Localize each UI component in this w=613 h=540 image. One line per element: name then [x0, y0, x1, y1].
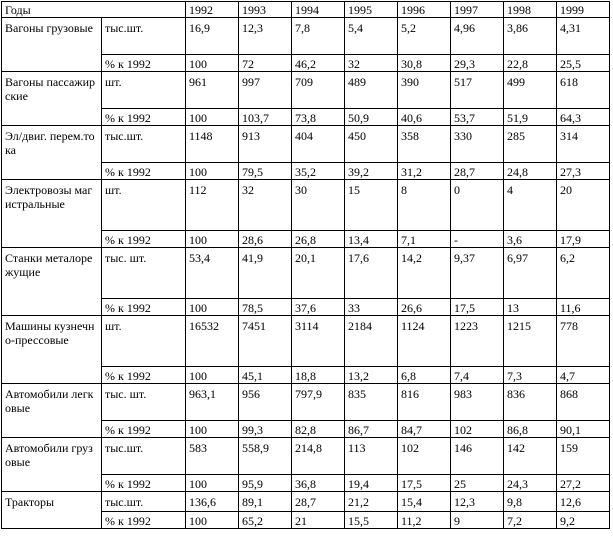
row-percent-label: % к 1992 — [102, 421, 186, 438]
row-name: Автомобили легковые — [2, 384, 102, 438]
row-name: Машины кузнечно-прессовые — [2, 316, 102, 384]
header-year: 1995 — [345, 2, 398, 18]
row-percent-value: 24,8 — [504, 163, 557, 180]
row-unit: тыс. шт. — [102, 384, 186, 421]
row-name: Электровозы магистральные — [2, 180, 102, 248]
table-row — [2, 316, 610, 367]
header-year: 1993 — [239, 2, 292, 18]
row-unit: тыс.шт. — [102, 492, 186, 512]
row-percent-value: 33 — [345, 299, 398, 316]
row-value: 20,1 — [292, 248, 345, 299]
row-value: 146 — [451, 438, 504, 475]
row-value: 390 — [398, 72, 451, 109]
row-name: Станки металорежущие — [2, 248, 102, 316]
row-value: 3114 — [292, 316, 345, 367]
row-value: 1223 — [451, 316, 504, 367]
row-value: 7451 — [239, 316, 292, 367]
row-percent-value: 103,7 — [239, 109, 292, 126]
row-value: 53,4 — [186, 248, 239, 299]
row-percent-value: 73,8 — [292, 109, 345, 126]
row-percent-value: 6,8 — [398, 367, 451, 384]
row-percent-value: 78,5 — [239, 299, 292, 316]
row-percent-value: 90,1 — [557, 421, 610, 438]
row-value: 330 — [451, 126, 504, 163]
table-row — [2, 18, 610, 55]
row-percent-value: 21 — [292, 512, 345, 529]
row-value: 618 — [557, 72, 610, 109]
row-percent-value: 86,8 — [504, 421, 557, 438]
row-value: 6,2 — [557, 248, 610, 299]
row-percent-value: 65,2 — [239, 512, 292, 529]
row-value: 836 — [504, 384, 557, 421]
row-value: 2184 — [345, 316, 398, 367]
row-percent-value: 99,3 — [239, 421, 292, 438]
row-percent-value: 72 — [239, 55, 292, 72]
row-value: 12,6 — [557, 492, 610, 512]
row-value: 9,8 — [504, 492, 557, 512]
row-value: 142 — [504, 438, 557, 475]
row-value: 4,31 — [557, 18, 610, 55]
row-name: Вагоны грузовые — [2, 18, 102, 72]
row-value: 15 — [345, 180, 398, 231]
row-percent-label: % к 1992 — [102, 367, 186, 384]
header-year: 1994 — [292, 2, 345, 18]
row-percent-value: 25 — [451, 475, 504, 492]
row-percent-value: 100 — [186, 299, 239, 316]
row-percent-value: 7,3 — [504, 367, 557, 384]
row-value: 404 — [292, 126, 345, 163]
row-percent-label: % к 1992 — [102, 55, 186, 72]
row-percent-value: 50,9 — [345, 109, 398, 126]
row-percent-value: 79,5 — [239, 163, 292, 180]
row-value: 41,9 — [239, 248, 292, 299]
header-year: 1998 — [504, 2, 557, 18]
row-value: 517 — [451, 72, 504, 109]
row-percent-value: 7,1 — [398, 231, 451, 248]
row-value: 314 — [557, 126, 610, 163]
row-percent-value: 100 — [186, 421, 239, 438]
row-value: 21,2 — [345, 492, 398, 512]
row-value: 4,96 — [451, 18, 504, 55]
table-row — [2, 180, 610, 231]
row-percent-value: - — [451, 231, 504, 248]
row-percent-value: 100 — [186, 163, 239, 180]
row-value: 0 — [451, 180, 504, 231]
header-year: 1996 — [398, 2, 451, 18]
row-value: 28,7 — [292, 492, 345, 512]
row-percent-value: 40,6 — [398, 109, 451, 126]
row-value: 12,3 — [451, 492, 504, 512]
row-percent-value: 100 — [186, 231, 239, 248]
row-value: 709 — [292, 72, 345, 109]
row-value: 983 — [451, 384, 504, 421]
row-percent-value: 100 — [186, 109, 239, 126]
row-percent-label: % к 1992 — [102, 299, 186, 316]
row-value: 1215 — [504, 316, 557, 367]
row-value: 868 — [557, 384, 610, 421]
row-percent-value: 53,7 — [451, 109, 504, 126]
row-percent-value: 29,3 — [451, 55, 504, 72]
row-percent-value: 26,8 — [292, 231, 345, 248]
row-value: 5,4 — [345, 18, 398, 55]
row-value: 9,37 — [451, 248, 504, 299]
row-value: 797,9 — [292, 384, 345, 421]
row-percent-value: 26,6 — [398, 299, 451, 316]
row-percent-value: 19,4 — [345, 475, 398, 492]
row-value: 89,1 — [239, 492, 292, 512]
row-value: 1124 — [398, 316, 451, 367]
table-row — [2, 438, 610, 475]
row-percent-value: 32 — [345, 55, 398, 72]
row-value: 214,8 — [292, 438, 345, 475]
row-value: 285 — [504, 126, 557, 163]
header-year: 1997 — [451, 2, 504, 18]
row-percent-value: 13 — [504, 299, 557, 316]
row-value: 4 — [504, 180, 557, 231]
row-percent-value: 28,7 — [451, 163, 504, 180]
row-unit: тыс. шт. — [102, 248, 186, 299]
row-value: 963,1 — [186, 384, 239, 421]
row-value: 1148 — [186, 126, 239, 163]
row-percent-value: 13,2 — [345, 367, 398, 384]
row-unit: тыс.шт. — [102, 18, 186, 55]
row-percent-value: 37,6 — [292, 299, 345, 316]
production-table — [1, 1, 610, 529]
row-value: 778 — [557, 316, 610, 367]
header-year: 1999 — [557, 2, 610, 18]
row-value: 583 — [186, 438, 239, 475]
row-unit: тыс.шт. — [102, 126, 186, 163]
row-value: 20 — [557, 180, 610, 231]
row-value: 136,6 — [186, 492, 239, 512]
row-value: 12,3 — [239, 18, 292, 55]
row-percent-value: 64,3 — [557, 109, 610, 126]
row-percent-value: 100 — [186, 512, 239, 529]
row-value: 159 — [557, 438, 610, 475]
row-percent-value: 11,2 — [398, 512, 451, 529]
row-value: 16532 — [186, 316, 239, 367]
row-percent-value: 13,4 — [345, 231, 398, 248]
row-percent-value: 3,6 — [504, 231, 557, 248]
row-percent-value: 17,5 — [398, 475, 451, 492]
row-percent-value: 100 — [186, 55, 239, 72]
row-name: Эл/двиг. перем.тока — [2, 126, 102, 180]
row-percent-value: 100 — [186, 367, 239, 384]
row-percent-value: 51,9 — [504, 109, 557, 126]
row-value: 112 — [186, 180, 239, 231]
row-percent-value: 36,8 — [292, 475, 345, 492]
row-percent-value: 95,9 — [239, 475, 292, 492]
row-percent-value: 35,2 — [292, 163, 345, 180]
row-percent-value: 27,3 — [557, 163, 610, 180]
row-unit: шт. — [102, 180, 186, 231]
row-name: Тракторы — [2, 492, 102, 529]
row-percent-value: 24,3 — [504, 475, 557, 492]
row-value: 816 — [398, 384, 451, 421]
row-percent-label: % к 1992 — [102, 163, 186, 180]
row-unit: тыс.шт. — [102, 438, 186, 475]
row-percent-value: 86,7 — [345, 421, 398, 438]
row-value: 3,86 — [504, 18, 557, 55]
row-unit: шт. — [102, 316, 186, 367]
row-percent-value: 17,5 — [451, 299, 504, 316]
row-value: 16,9 — [186, 18, 239, 55]
row-value: 7,8 — [292, 18, 345, 55]
row-percent-value: 100 — [186, 475, 239, 492]
row-percent-value: 22,8 — [504, 55, 557, 72]
row-percent-value: 9,2 — [557, 512, 610, 529]
production-table-wrapper — [1, 1, 610, 529]
row-value: 913 — [239, 126, 292, 163]
table-row — [2, 248, 610, 299]
row-percent-value: 18,8 — [292, 367, 345, 384]
row-value: 997 — [239, 72, 292, 109]
row-percent-value: 9 — [451, 512, 504, 529]
row-unit: шт. — [102, 72, 186, 109]
row-value: 102 — [398, 438, 451, 475]
row-percent-value: 84,7 — [398, 421, 451, 438]
header-row — [2, 2, 610, 18]
row-percent-value: 82,8 — [292, 421, 345, 438]
row-value: 14,2 — [398, 248, 451, 299]
row-value: 32 — [239, 180, 292, 231]
table-row — [2, 492, 610, 512]
row-value: 15,4 — [398, 492, 451, 512]
row-percent-value: 27,2 — [557, 475, 610, 492]
row-percent-value: 7,4 — [451, 367, 504, 384]
row-value: 8 — [398, 180, 451, 231]
row-percent-value: 7,2 — [504, 512, 557, 529]
row-percent-value: 11,6 — [557, 299, 610, 316]
row-value: 30 — [292, 180, 345, 231]
table-row — [2, 126, 610, 163]
row-percent-label: % к 1992 — [102, 512, 186, 529]
header-year: 1992 — [186, 2, 239, 18]
row-percent-value: 102 — [451, 421, 504, 438]
row-value: 450 — [345, 126, 398, 163]
row-name: Автомобили грузовые — [2, 438, 102, 492]
row-percent-value: 25,5 — [557, 55, 610, 72]
row-percent-label: % к 1992 — [102, 109, 186, 126]
row-percent-value: 4,7 — [557, 367, 610, 384]
row-percent-value: 46,2 — [292, 55, 345, 72]
row-value: 835 — [345, 384, 398, 421]
row-percent-value: 17,9 — [557, 231, 610, 248]
row-value: 499 — [504, 72, 557, 109]
row-value: 961 — [186, 72, 239, 109]
row-value: 6,97 — [504, 248, 557, 299]
header-years-label: Годы — [2, 2, 186, 18]
table-row — [2, 72, 610, 109]
row-value: 358 — [398, 126, 451, 163]
row-percent-value: 39,2 — [345, 163, 398, 180]
row-value: 489 — [345, 72, 398, 109]
row-percent-value: 28,6 — [239, 231, 292, 248]
row-percent-value: 45,1 — [239, 367, 292, 384]
row-value: 5,2 — [398, 18, 451, 55]
row-value: 558,9 — [239, 438, 292, 475]
row-percent-value: 30,8 — [398, 55, 451, 72]
row-percent-label: % к 1992 — [102, 475, 186, 492]
table-row — [2, 384, 610, 421]
row-value: 113 — [345, 438, 398, 475]
row-percent-label: % к 1992 — [102, 231, 186, 248]
row-name: Вагоны пассажирские — [2, 72, 102, 126]
row-percent-value: 15,5 — [345, 512, 398, 529]
row-percent-value: 31,2 — [398, 163, 451, 180]
row-value: 17,6 — [345, 248, 398, 299]
row-value: 956 — [239, 384, 292, 421]
